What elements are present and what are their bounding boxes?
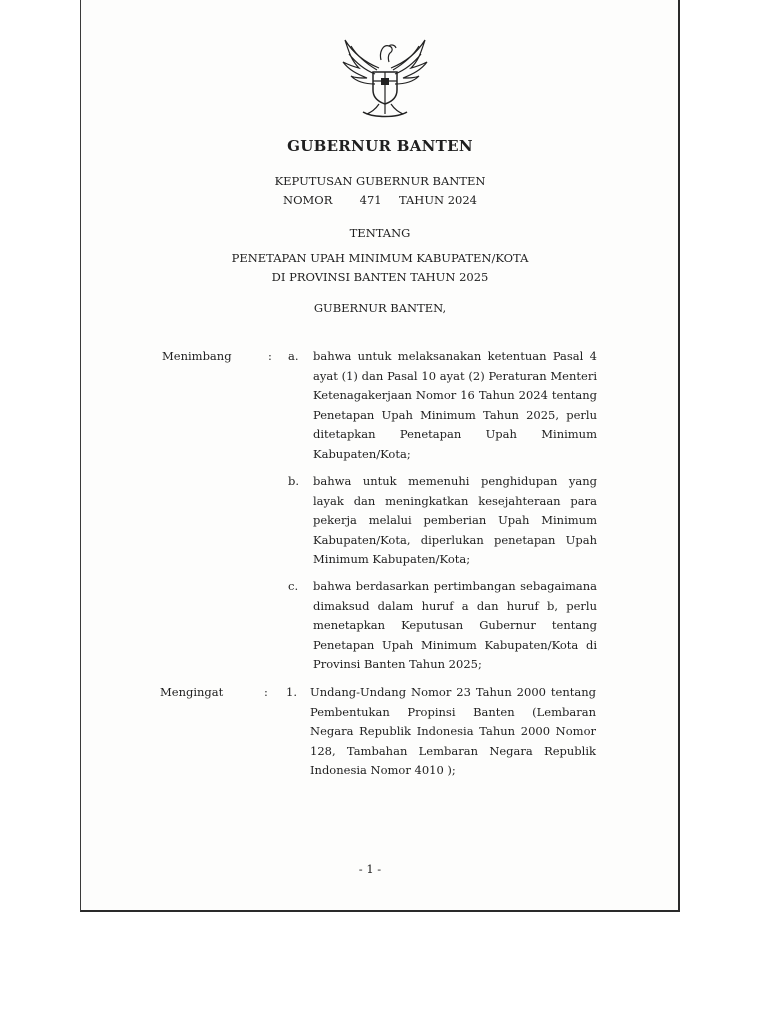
menimbang-label: Menimbang (162, 349, 232, 363)
paragraph-line: Provinsi Banten Tahun 2025; (313, 657, 482, 671)
menimbang-item-letter-a: a. (288, 349, 299, 363)
paragraph-line: Kabupaten/Kota, diperlukan penetapan Upah (313, 532, 597, 547)
issuer-line: GUBERNUR BANTEN, (313, 301, 447, 315)
decision-title: KEPUTUSAN GUBERNUR BANTEN (274, 174, 486, 188)
mengingat-item-1 (310, 683, 596, 781)
paragraph-line: Negara Republik Indonesia Tahun 2000 Nomor (310, 724, 596, 738)
menimbang-item-c (313, 577, 597, 675)
subject-line-2: DI PROVINSI BANTEN TAHUN 2025 (271, 270, 489, 284)
paragraph-line: Pembentukan Propinsi Banten (Lembaran (310, 704, 596, 719)
menimbang-item-letter-b: b. (288, 474, 300, 488)
paragraph-line: ditetapkan Penetapan Upah Minimum (313, 427, 597, 441)
garuda-emblem-icon (339, 34, 431, 120)
governor-heading: GUBERNUR BANTEN (287, 137, 473, 155)
menimbang-item-b (313, 472, 597, 570)
decision-number-line (80, 193, 680, 207)
paragraph-line: pekerja melalui pemberian Upah Minimum (313, 513, 597, 527)
paragraph-line: Ketenagakerjaan Nomor 16 Tahun 2024 tentang (313, 388, 597, 402)
nomor-value: 471 (359, 193, 382, 207)
subject-line-1: PENETAPAN UPAH MINIMUM KABUPATEN/KOTA (231, 251, 529, 265)
paragraph-line: Kabupaten/Kota; (313, 446, 411, 461)
paragraph-line: Undang-Undang Nomor 23 Tahun 2000 tentang (310, 685, 596, 699)
menimbang-colon: : (268, 349, 272, 363)
tahun-label: TAHUN 2024 (398, 193, 477, 207)
mengingat-colon: : (264, 685, 268, 699)
paragraph-line: ayat (1) dan Pasal 10 ayat (2) Peraturan Menteri (313, 368, 597, 383)
nomor-label: NOMOR (283, 193, 333, 207)
paragraph-line: bahwa berdasarkan pertimbangan sebagaimana (313, 579, 597, 593)
mengingat-label: Mengingat (160, 685, 224, 699)
paragraph-line: bahwa untuk memenuhi penghidupan yang (313, 474, 597, 488)
menimbang-item-a (313, 347, 597, 464)
paragraph-line: layak dan meningkatkan kesejahteraan para (313, 493, 597, 508)
menimbang-item-letter-c: c. (288, 579, 299, 593)
paragraph-line: Penetapan Upah Minimum Kabupaten/Kota di (313, 637, 597, 652)
mengingat-item-number-1: 1. (286, 685, 297, 699)
tentang-heading: TENTANG (349, 226, 411, 240)
paragraph-line: 128, Tambahan Lembaran Negara Republik (310, 743, 596, 758)
page-number: - 1 - (358, 862, 382, 876)
paragraph-line: menetapkan Keputusan Gubernur tentang (313, 618, 597, 632)
paragraph-line: Minimum Kabupaten/Kota; (313, 552, 471, 566)
paragraph-line: Penetapan Upah Minimum Tahun 2025, perlu (313, 407, 597, 422)
paragraph-line: bahwa untuk melaksanakan ketentuan Pasal 4 (313, 349, 597, 363)
paragraph-line: dimaksud dalam huruf a dan huruf b, perlu (313, 598, 597, 613)
paragraph-line: Indonesia Nomor 4010 ); (310, 763, 456, 777)
